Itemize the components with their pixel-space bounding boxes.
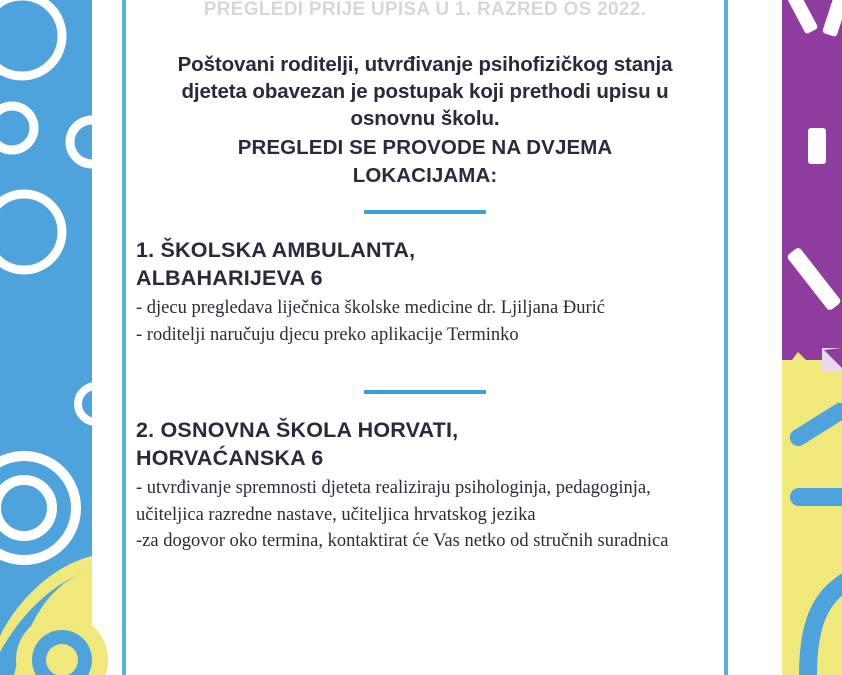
cutoff-heading: PREGLEDI PRIJE UPISA U 1. RAZRED OŠ 2022. [203, 0, 647, 20]
section-divider-2 [364, 390, 486, 394]
location-1-bullet-1: - djecu pregledava liječnica školske medicine dr. Ljiljana Đurić [136, 297, 605, 318]
content-body [126, 0, 724, 189]
left-decoration-graphic [0, 0, 92, 675]
location-1-title-line-2: ALBAHARIJEVA 6 [136, 266, 323, 291]
location-2-title-line-2: HORVAĆANSKA 6 [136, 446, 324, 471]
right-decoration-graphic [764, 0, 842, 675]
subheading-line-2: LOKACIJAMA: [352, 163, 498, 187]
right-decoration-panel [764, 0, 842, 675]
left-decoration-panel [0, 0, 92, 675]
intro-paragraph [136, 51, 714, 132]
section-divider-1 [364, 210, 486, 214]
location-2-title-line-1: 2. OSNOVNA ŠKOLA HORVATI, [136, 418, 459, 442]
location-2-details [136, 475, 714, 555]
content-card [122, 0, 728, 675]
intro-line-2: djeteta obavezan je postupak koji prethodi upisu u [181, 80, 669, 104]
location-2-title [136, 416, 714, 473]
subheading [136, 134, 714, 189]
location-1-bullet-2: - roditelji naručuju djecu preko aplikacije Terminko [136, 324, 519, 345]
location-2-bullet-1: - utvrđivanje spremnosti djeteta realiziraju psihologinja, pedagoginja, učiteljica razredne nastave, učiteljica hrvatskog jezika [136, 477, 651, 525]
location-section-1 [136, 186, 714, 348]
location-2-bullet-2: -za dogovor oko termina, kontaktirat će Vas netko od stručnih suradnica [136, 531, 669, 552]
location-1-title [136, 236, 714, 293]
subheading-line-1: PREGLEDI SE PROVODE NA DVJEMA [237, 136, 613, 160]
location-1-details [136, 295, 714, 349]
intro-line-1: Poštovani roditelji, utvrđivanje psihofizičkog stanja [177, 53, 673, 76]
location-section-2 [136, 366, 714, 555]
location-1-title-line-1: 1. ŠKOLSKA AMBULANTA, [136, 238, 416, 262]
intro-line-3: osnovnu školu. [350, 107, 500, 131]
